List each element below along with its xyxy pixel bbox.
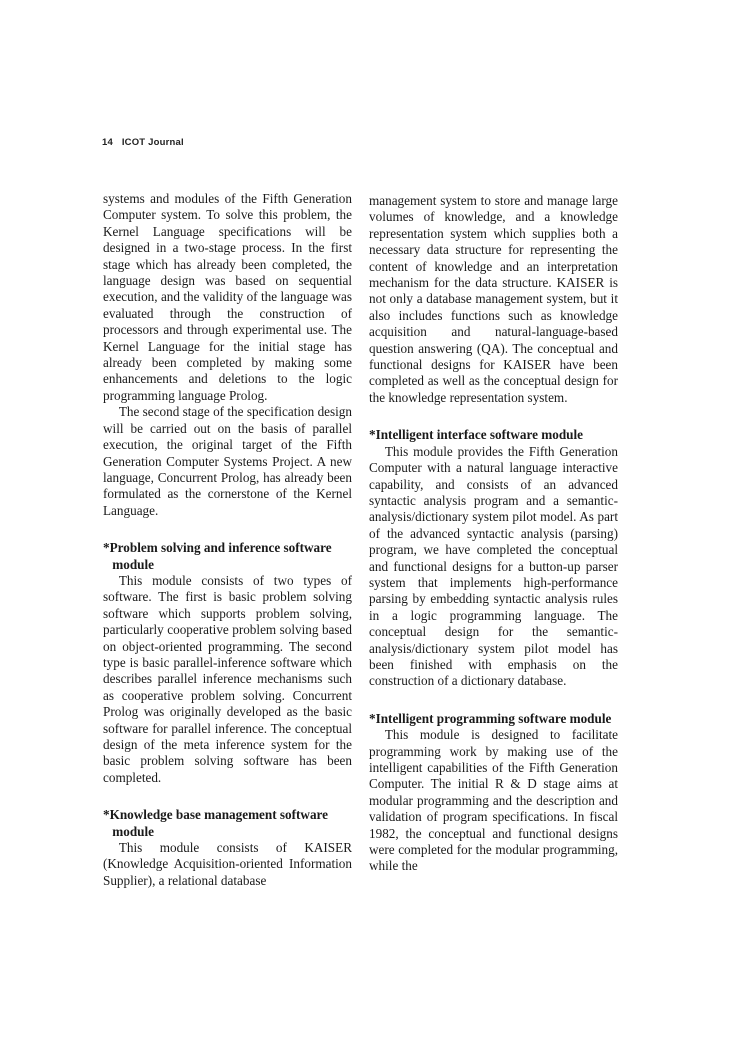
running-header	[102, 137, 184, 148]
paragraph-kaiser-continued: management system to store and manage large volumes of knowledge, and a knowledge representation system which supplies both a necessary data structure for representing the content of knowledge and an interpretation mechanism for the data structure. KAISER is not only a database management system, but it also includes functions such as knowledge acquisition and natural-language-based question answering (QA). The conceptual and functional designs for KAISER have been completed as well as the conceptual design for the knowledge representation system.	[369, 193, 618, 405]
paragraph-kernel-language-stage2: The second stage of the specification design will be carried out on the basis of parallel execution, the original target of the Fifth Generation Computer Systems Project. A new language, Concurrent Prolog, has already been formulated as the cornerstone of the Kernel Language.	[103, 404, 352, 518]
page-number: 14	[102, 137, 113, 148]
section-heading-problem-solving: *Problem solving and inference software module	[103, 540, 332, 572]
section-heading-knowledge-base: *Knowledge base management software module	[103, 807, 329, 839]
section-body-problem-solving: This module consists of two types of software. The first is basic problem solving software which supports problem solving, particularly cooperative problem solving based on object-oriented programming. The second type is basic parallel-inference software which describes parallel inference mechanisms such as cooperative problem solving. Concurrent Prolog was originally developed as the basic software for parallel inference. The conceptual design of the meta inference system for the basic problem solving software has been completed.	[103, 572, 352, 785]
paragraph-kernel-language-stage1: systems and modules of the Fifth Generation Computer system. To solve this problem, the Kernel Language specifications will be designed in a two-stage process. In the first stage which has already been completed, the language design was based on sequential execution, and the validity of the language was evaluated through the construction of processors and through experimental use. The Kernel Language for the initial stage has already been completed by making some enhancements and deletions to the logic programming language Prolog.	[103, 191, 352, 403]
journal-title: ICOT Journal	[121, 137, 184, 148]
section-heading-intelligent-programming: *Intelligent programming software module	[369, 710, 612, 726]
right-column	[369, 193, 618, 875]
section-body-knowledge-base: This module consists of KAISER (Knowledge Acquisition-oriented Information Supplier), a relational database	[103, 840, 352, 888]
section-heading-intelligent-interface: *Intelligent interface software module	[369, 427, 584, 443]
left-column	[103, 191, 352, 889]
section-body-intelligent-interface: This module provides the Fifth Generation Computer with a natural language interactive capability, and consists of an advanced syntactic analysis program and a semantic-analysis/dictionary system pilot model. As part of the advanced syntactic analysis (parsing) program, we have completed the conceptual and functional designs for a button-up parser system that implements high-performance parsing by embedding syntactic analysis rules in a logic programming language. The conceptual design for the semantic-analysis/dictionary system pilot model has been finished with emphasis on the construction of a dictionary database.	[369, 443, 618, 689]
section-body-intelligent-programming: This module is designed to facilitate programming work by making use of the intelligent capabilities of the Fifth Generation Computer. The initial R & D stage aims at modular programming and the description and validation of program specifications. In fiscal 1982, the conceptual and functional designs were completed for the modular programming, while the	[369, 727, 618, 874]
